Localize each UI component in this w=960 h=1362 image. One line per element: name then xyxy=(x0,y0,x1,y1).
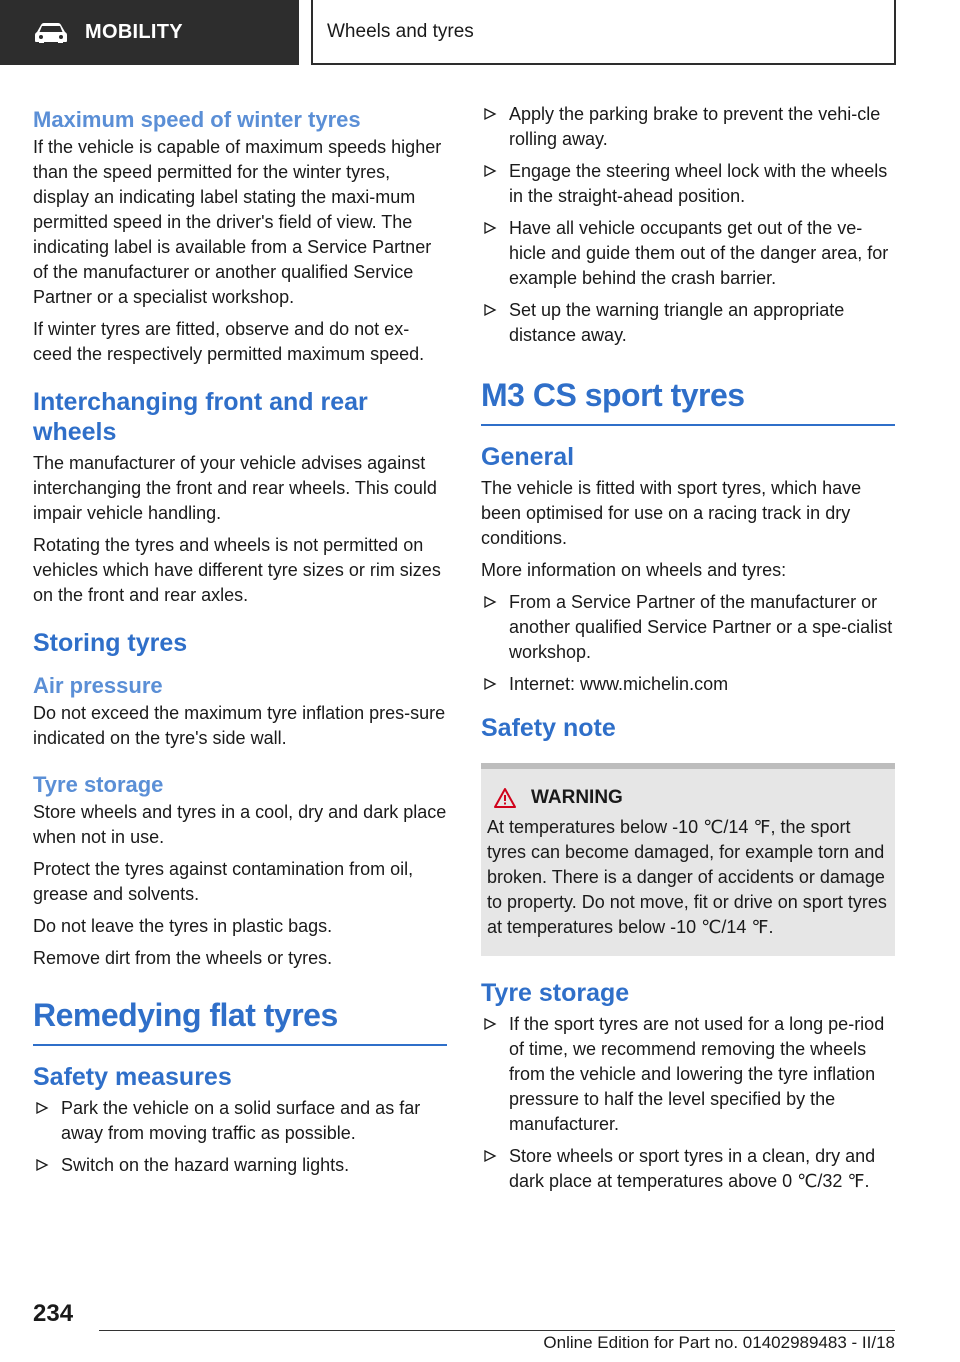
heading-general: General xyxy=(481,443,575,471)
paragraph: The vehicle is fitted with sport tyres, which have been optimised for use on a racing track in dry conditions. xyxy=(481,478,862,548)
list-item: From a Service Partner of the manufacturer or another qualified Service Partner or a spe-cialist workshop. xyxy=(481,590,895,665)
triangle-bullet-icon xyxy=(35,1098,49,1118)
heading-air-pressure: Air pressure xyxy=(33,673,163,698)
triangle-bullet-icon xyxy=(483,161,497,181)
paragraph: Remove dirt from the wheels or tyres. xyxy=(33,948,333,968)
paragraph: Rotating the tyres and wheels is not permitted on vehicles which have different tyre sizes or rim sizes on the front and rear axles. xyxy=(33,535,441,605)
paragraph: If the vehicle is capable of maximum speeds higher than the speed permitted for the winter tyres, display an indicating label stating the maxi-mum permitted speed in the driver's field of view. The indicating label is available from a Service Partner of the manufacturer or another qualified Service Partner or a specialist workshop. xyxy=(33,137,442,307)
triangle-bullet-icon xyxy=(483,300,497,320)
list-item: Park the vehicle on a solid surface and as far away from moving traffic as possible. xyxy=(33,1096,447,1146)
list-item: Have all vehicle occupants get out of the ve-hicle and guide them out of the danger area, for example behind the crash barrier. xyxy=(481,216,895,291)
paragraph: More information on wheels and tyres: xyxy=(481,560,787,580)
triangle-bullet-icon xyxy=(35,1155,49,1175)
list-item: Engage the steering wheel lock with the wheels in the straight-ahead position. xyxy=(481,159,895,209)
heading-remedying-flat-tyres: Remedying flat tyres xyxy=(33,996,447,1046)
list-item: Set up the warning triangle an appropriate distance away. xyxy=(481,298,895,348)
triangle-bullet-icon xyxy=(483,1146,497,1166)
paragraph: Store wheels and tyres in a cool, dry and dark place when not in use. xyxy=(33,802,447,847)
warning-box xyxy=(481,763,895,956)
triangle-bullet-icon xyxy=(483,218,497,238)
section-tab xyxy=(0,0,299,65)
list-item: Internet: www.michelin.com xyxy=(481,672,895,697)
heading-storing-tyres: Storing tyres xyxy=(33,629,188,657)
storage-list xyxy=(481,1012,895,1194)
heading-m3-cs-sport-tyres: M3 CS sport tyres xyxy=(481,376,895,426)
heading-tyre-storage: Tyre storage xyxy=(33,772,164,797)
footer-divider xyxy=(99,1330,895,1331)
paragraph: Protect the tyres against contamination from oil, grease and solvents. xyxy=(33,859,414,904)
paragraph: Do not leave the tyres in plastic bags. xyxy=(33,916,333,936)
paragraph: The manufacturer of your vehicle advises against interchanging the front and rear wheels. This could impair vehicle handling. xyxy=(33,453,437,523)
heading-interchanging: Interchanging front and rear wheels xyxy=(33,388,368,446)
paragraph: If winter tyres are fitted, observe and do not ex-ceed the respectively permitted maximum speed. xyxy=(33,319,425,364)
page-number: 234 xyxy=(33,1300,74,1327)
list-item: If the sport tyres are not used for a long pe-riod of time, we recommend removing the wheels from the vehicle and lowering the tyre inflation pressure to half the level specified by the manufacturer. xyxy=(481,1012,895,1137)
car-icon xyxy=(34,22,68,44)
triangle-bullet-icon xyxy=(483,104,497,124)
safety-list-continued xyxy=(481,102,895,348)
heading-safety-note: Safety note xyxy=(481,714,616,742)
heading-tyre-storage-sport: Tyre storage xyxy=(481,979,630,1007)
edition-note: Online Edition for Part no. 01402989483 - II/18 xyxy=(543,1333,895,1352)
triangle-bullet-icon xyxy=(483,674,497,694)
paragraph: Do not exceed the maximum tyre inflation pres-sure indicated on the tyre's side wall. xyxy=(33,703,446,748)
chapter-title: Wheels and tyres xyxy=(311,0,896,65)
section-label: MOBILITY xyxy=(85,21,183,43)
right-column xyxy=(481,102,895,1202)
warning-title: WARNING xyxy=(487,787,889,809)
warning-text: At temperatures below -10 ℃/14 ℉, the sport tyres can become damaged, for example torn and broken. There is a danger of accidents or damage to property. Do not move, fit or drive on sport tyres at temperatures below -10 ℃/14 ℉. xyxy=(487,817,887,937)
triangle-bullet-icon xyxy=(483,592,497,612)
safety-list xyxy=(33,1096,447,1178)
heading-safety-measures: Safety measures xyxy=(33,1063,232,1091)
more-info-list xyxy=(481,590,895,697)
list-item: Switch on the hazard warning lights. xyxy=(33,1153,447,1178)
list-item: Store wheels or sport tyres in a clean, dry and dark place at temperatures above 0 ℃/32 ℉. xyxy=(481,1144,895,1194)
list-item: Apply the parking brake to prevent the vehi-cle rolling away. xyxy=(481,102,895,152)
triangle-bullet-icon xyxy=(483,1014,497,1034)
warning-triangle-icon xyxy=(493,787,517,809)
heading-winter-speed: Maximum speed of winter tyres xyxy=(33,107,361,132)
left-column xyxy=(33,102,447,1186)
